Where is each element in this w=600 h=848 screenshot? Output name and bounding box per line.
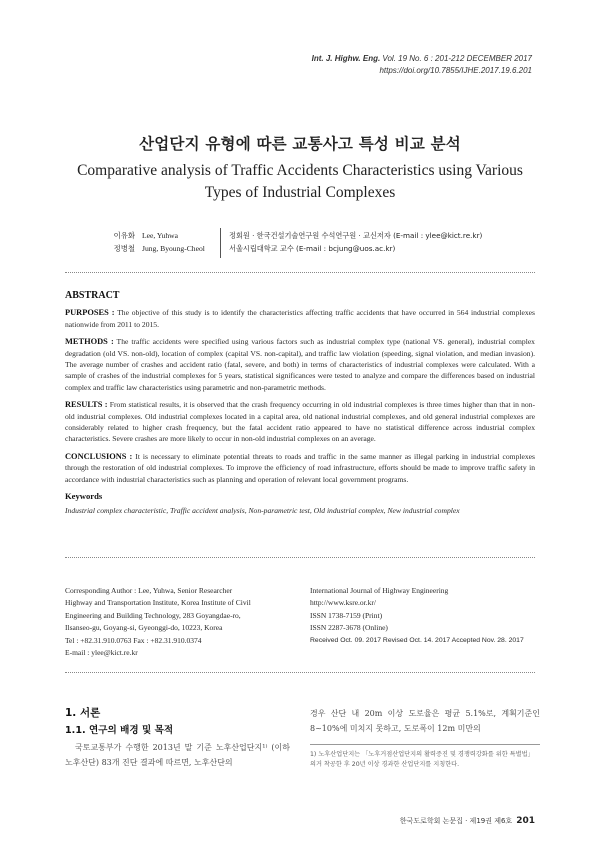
abstract-heading: ABSTRACT [65,290,120,301]
conclusions-text: It is necessary to eliminate potential threats to roads and traffic in the same manner as illegal parking in industrial complexes through the restoration of old industrial complexes. To improve the efficiency of road infrastructure, efforts should be made to improve traffic safety in accordance with industrial characteristics such as planning and operation of relevant local government programs. [65,451,535,484]
author-name-ko: 이유화 [113,231,135,240]
title-english: Comparative analysis of Traffic Accidents Characteristics using Various Types of Industrial Complexes [77,162,523,201]
conclusions-label: CONCLUSIONS : [65,451,133,461]
page-footer [400,816,535,826]
abstract-methods [65,336,535,393]
abstract-purposes [65,307,535,330]
doi-link[interactable]: https://doi.org/10.7855/IJHE.2017.19.6.201 [379,66,532,75]
corresponding-author [65,585,305,659]
journal-name: International Journal of Highway Engineering [310,586,449,595]
corr-line: Highway and Transportation Institute, Korea Institute of Civil [65,598,251,608]
purposes-text: The objective of this study is to identify the characteristics affecting traffic accidents that have occurred in 564 industrial complexes nationwide from 2011 to 2015. [65,308,535,329]
divider-dotted [65,272,535,273]
journal-url[interactable]: http://www.ksre.or.kr/ [310,598,376,608]
issn-online: ISSN 2287-3678 (Online) [310,623,388,633]
abstract-section [65,290,535,516]
abstract-results [65,399,535,445]
author-row [0,229,600,242]
results-label: RESULTS : [65,400,108,410]
keywords-heading: Keywords [65,491,103,502]
author-row [0,242,600,255]
corr-line: Ilsanseo-gu, Goyang-si, Gyeonggi-do, 10223, Korea [65,623,223,633]
divider-dotted [65,672,535,673]
section-heading: 1. 서론 [65,707,101,719]
results-text: From statistical results, it is observed that the crash frequency occurring in old industrial complexes is three times higher than that in non-old industrial complexes. Old industrial complexes located in a capital area, old national industrial complexes, and old general industrial complexes are considerably related to higher crash frequency, but the fatal accident ratio appeared to have no statistical difference across industrial complex characteristics. Severe crashes are more likely to occur in non-old industrial complexes on an average. [65,400,535,444]
footer-journal: 한국도로학회 논문집 · 제19권 제6호 [399,817,513,825]
subsection-heading: 1.1. 연구의 배경 및 목적 [65,725,174,736]
author-name-ko: 정병철 [113,244,135,253]
issn-print: ISSN 1738-7159 (Print) [310,610,383,620]
journal-header [312,53,532,77]
journal-volume: Vol. 19 No. 6 : 201-212 DECEMBER 2017 [380,54,532,63]
divider-dotted [65,557,535,558]
author-affiliation: 정회원 · 한국건설기술연구원 수석연구원 · 교신저자 (E-mail : ylee@kict.re.kr) [229,231,483,240]
author-divider [220,228,221,258]
article-dates: Received Oct. 09. 2017 Revised Oct. 14. 2017 Accepted Nov. 28. 2017 [310,636,524,644]
methods-text: The traffic accidents were specified using various factors such as industrial complex type (national VS. general), industrial complex degradation (old VS. non-old), location of complex (capital VS. non-capital), and traffic law violation (speeding, signal violation, and median invasion). The average number of crashes and accident ratio (fatal, severe, and both) in terms of characteristics of industrial complexes were calculated. With a sample of crashes of the industrial complexes for 5 years, statistical significances were tested to analyze and compare the differences based on industrial complex and traffic law characteristics using parametric and non-parametric methods. [65,337,535,392]
author-name-en: Lee, Yuhwa [142,231,178,240]
corr-line: Tel : +82.31.910.0763 Fax : +82.31.910.0374 [65,635,202,645]
author-affiliation: 서울시립대학교 교수 (E-mail : bcjung@uos.ac.kr) [229,244,396,253]
purposes-label: PURPOSES : [65,308,115,318]
title-korean: 산업단지 유형에 따른 교통사고 특성 비교 분석 [139,135,461,153]
corr-email[interactable]: E-mail : ylee@kict.re.kr [65,648,138,658]
abstract-conclusions [65,451,535,485]
author-name-en: Jung, Byoung-Cheol [142,244,205,253]
footnote-rule [310,744,540,745]
corr-line: Engineering and Building Technology, 283 Goyangdae-ro, [65,610,241,620]
methods-label: METHODS : [65,337,114,347]
corr-line: Corresponding Author : Lee, Yuhwa, Senior Researcher [65,586,233,595]
journal-info [310,585,540,647]
paragraph: 국토교통부가 수행한 2013년 말 기준 노후산업단지¹⁾ (이하 노후산단) 83개 진단 결과에 따르면, 노후산단의 [65,743,290,767]
body-text-right: 경우 산단 내 20m 이상 도로율은 평균 5.1%로, 계획기준인 8~10%에 미치지 못하고, 도로폭이 12m 미만의 [310,709,540,733]
page-number: 201 [516,816,535,826]
footnote: 1) 노후산업단지는 「노후거점산업단지의 활력증진 및 경쟁력강화를 위한 특별법」 의거 착공한 후 20년 이상 경과한 산업단지를 지칭한다. [310,751,534,768]
keywords-text: Industrial complex characteristic, Traffic accident analysis, Non-parametric test, Old industrial complex, New industrial complex [65,505,460,515]
authors-block [0,229,600,255]
body-text-left [65,740,290,770]
journal-abbrev: Int. J. Highw. Eng. [311,54,381,63]
